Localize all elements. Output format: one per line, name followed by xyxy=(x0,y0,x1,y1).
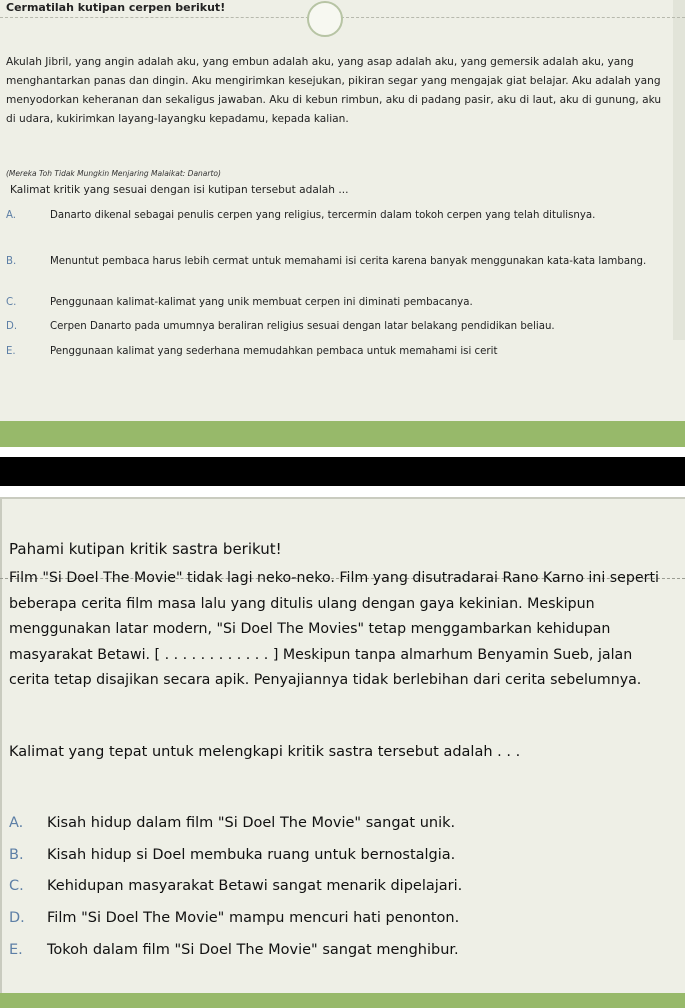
question-card-1 xyxy=(0,0,685,447)
option-letter: D. xyxy=(6,321,18,332)
option-c[interactable] xyxy=(9,876,462,896)
option-d[interactable] xyxy=(6,318,674,336)
question-text: Kalimat yang tepat untuk melengkapi kritik sastra tersebut adalah . . . xyxy=(9,744,521,760)
option-letter: E. xyxy=(6,346,16,357)
footer-bar xyxy=(0,421,685,447)
question-card-2 xyxy=(0,497,685,1008)
option-letter: C. xyxy=(6,297,17,308)
option-text: Menuntut pembaca harus lebih cermat untuk memahami isi cerita karena banyak menggunakan kata-kata lambang. xyxy=(50,256,647,267)
option-letter: B. xyxy=(9,847,24,863)
footer-bar xyxy=(0,993,685,1008)
option-text: Kisah hidup dalam film "Si Doel The Movie" sangat unik. xyxy=(47,815,456,831)
excerpt-source: (Mereka Toh Tidak Mungkin Menjaring Malaikat: Danarto) xyxy=(6,169,221,178)
option-d[interactable] xyxy=(9,908,459,928)
scroll-track xyxy=(673,0,685,340)
instruction-title: Cermatilah kutipan cerpen berikut! xyxy=(6,1,226,14)
instruction-title: Pahami kutipan kritik sastra berikut! xyxy=(9,540,282,558)
option-text: Danarto dikenal sebagai penulis cerpen yang religius, tercermin dalam tokoh cerpen yang telah ditulisnya. xyxy=(50,210,596,221)
excerpt-paragraph: Akulah Jibril, yang angin adalah aku, yang embun adalah aku, yang asap adalah aku, yang gemersik adalah aku, yang menghantarkan panas dan dingin. Aku mengirimkan kesejukan, pikiran segar yang mengajak giat belajar. Aku adalah yang menyodorkan keheranan dan sekaligus jawaban. Aku di kebun rimbun, aku di padang pasir, aku di laut, aku di gunung, aku di udara, kukirimkan layang-layangku kepadamu, kepada kalian. xyxy=(6,56,662,125)
option-text: Cerpen Danarto pada umumnya beraliran religius sesuai dengan latar belakang pendidikan beliau. xyxy=(50,321,555,332)
option-text: Kisah hidup si Doel membuka ruang untuk bernostalgia. xyxy=(47,847,456,863)
option-text: Penggunaan kalimat yang sederhana memudahkan pembaca untuk memahami isi cerit xyxy=(50,346,498,357)
option-letter: D. xyxy=(9,910,25,926)
question-text: Kalimat kritik yang sesuai dengan isi kutipan tersebut adalah ... xyxy=(10,184,349,196)
option-a[interactable] xyxy=(6,207,674,225)
option-b[interactable] xyxy=(6,253,674,271)
option-letter: B. xyxy=(6,256,17,267)
option-letter: E. xyxy=(9,942,23,958)
divider-bar xyxy=(0,457,685,486)
card-border xyxy=(0,497,685,499)
option-e[interactable] xyxy=(6,343,674,361)
option-c[interactable] xyxy=(6,294,674,312)
option-b[interactable] xyxy=(9,845,455,865)
option-letter: A. xyxy=(6,210,17,221)
card-border xyxy=(0,497,2,993)
option-text: Kehidupan masyarakat Betawi sangat menarik dipelajari. xyxy=(47,878,463,894)
circle-icon xyxy=(307,1,343,37)
option-letter: C. xyxy=(9,878,24,894)
option-text: Film "Si Doel The Movie" mampu mencuri hati penonton. xyxy=(47,910,460,926)
critique-paragraph: Film "Si Doel The Movie" tidak lagi neko-neko. Film yang disutradarai Rano Karno ini seperti beberapa cerita film masa lalu yang ditulis ulang dengan gaya kekinian. Meskipun menggunakan latar modern, "Si Doel The Movies" tetap menggambarkan kehidupan masyarakat Betawi. [ . . . . . . . . . . . . ] Meskipun tanpa almarhum Benyamin Sueb, jalan cerita tetap disajikan secara apik. Penyajiannya tidak berlebihan dari cerita sebelumnya. xyxy=(9,570,659,688)
option-letter: A. xyxy=(9,815,24,831)
option-e[interactable] xyxy=(9,940,459,960)
option-text: Tokoh dalam film "Si Doel The Movie" sangat menghibur. xyxy=(47,942,459,958)
option-a[interactable] xyxy=(9,813,455,833)
option-text: Penggunaan kalimat-kalimat yang unik membuat cerpen ini diminati pembacanya. xyxy=(50,297,473,308)
